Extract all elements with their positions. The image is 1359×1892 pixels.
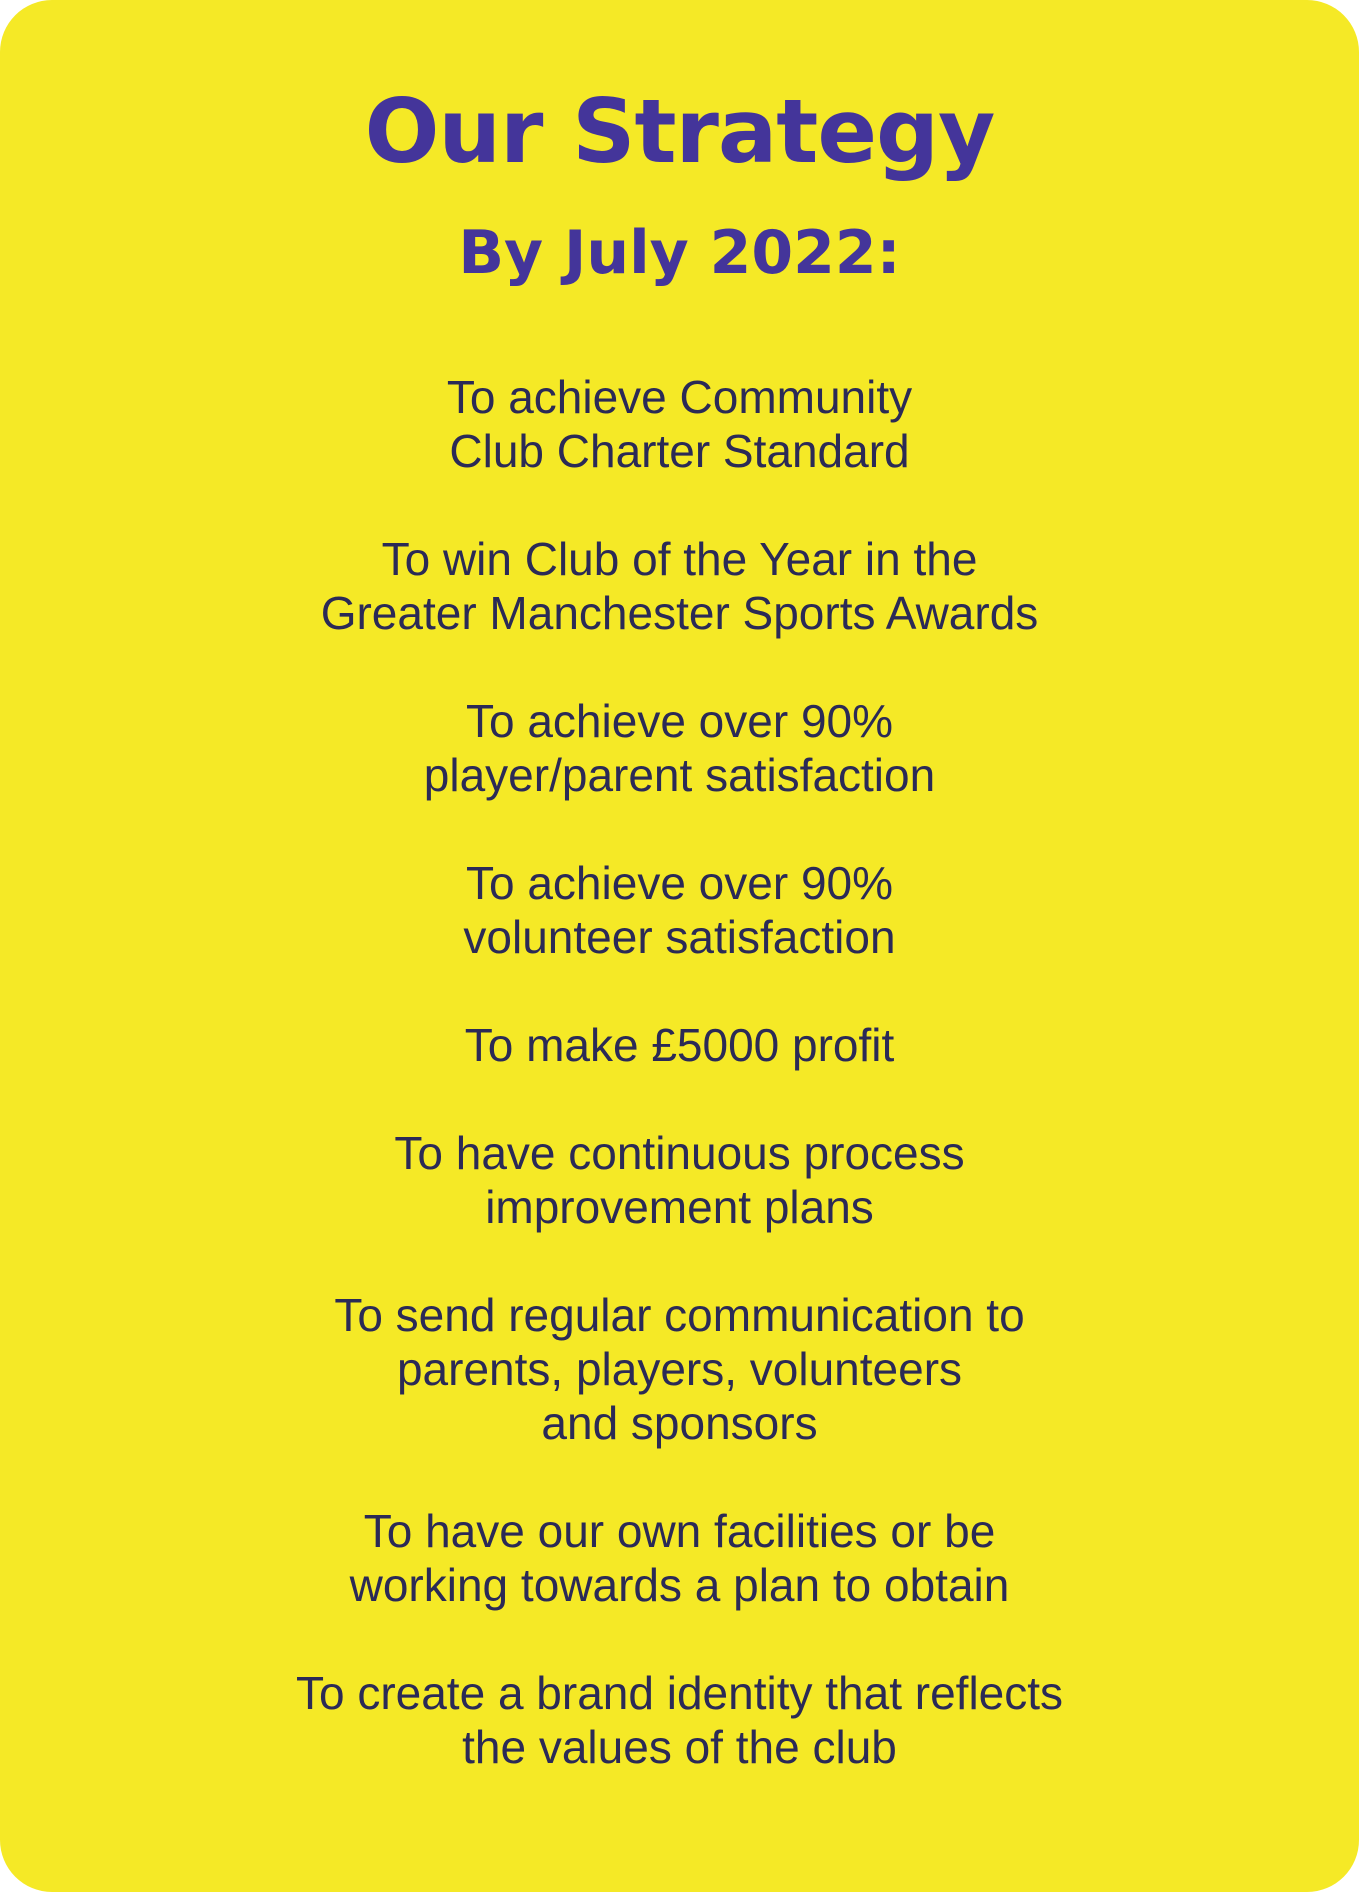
page-subtitle: By July 2022: bbox=[458, 218, 901, 288]
goal-item: To win Club of the Year in the Greater Manchester Sports Awards bbox=[320, 533, 1039, 639]
goals-list bbox=[0, 370, 1359, 1828]
goal-item: To achieve over 90% volunteer satisfaction bbox=[463, 857, 896, 963]
goal-item: To have our own facilities or be working towards a plan to obtain bbox=[349, 1505, 1010, 1611]
page-title: Our Strategy bbox=[364, 80, 995, 183]
goal-item: To achieve over 90% player/parent satisfaction bbox=[423, 695, 936, 801]
goal-item: To achieve Community Club Charter Standard bbox=[446, 371, 913, 477]
goal-item: To make £5000 profit bbox=[464, 1019, 895, 1071]
goal-item: To send regular communication to parents, players, volunteers and sponsors bbox=[334, 1289, 1025, 1449]
goal-item: To have continuous process improvement plans bbox=[394, 1127, 965, 1233]
goal-item: To create a brand identity that reflects the values of the club bbox=[295, 1667, 1064, 1773]
